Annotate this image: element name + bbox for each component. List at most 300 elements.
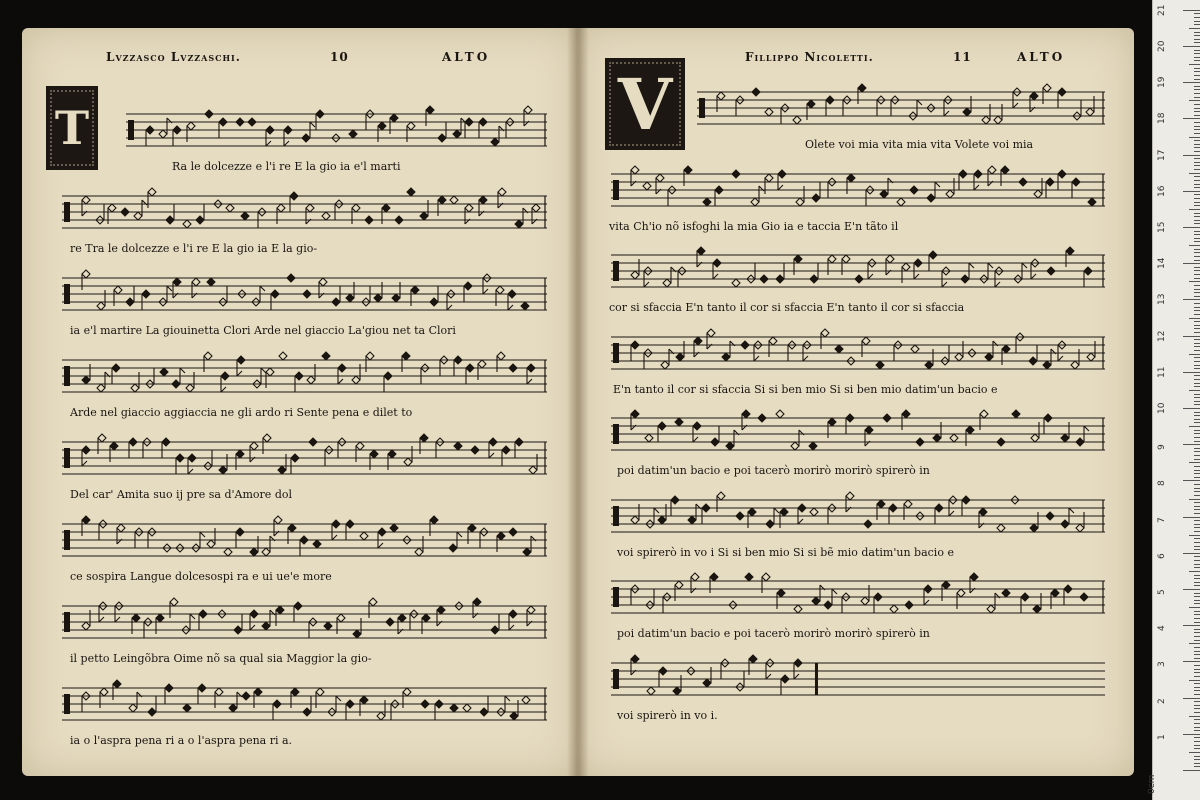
note-mark <box>117 524 125 544</box>
note-mark <box>403 688 411 708</box>
ruler-tick <box>1183 480 1200 481</box>
note-mark <box>306 204 314 224</box>
note-mark <box>253 368 266 388</box>
note-mark <box>374 282 382 302</box>
ruler-tick <box>1194 712 1200 713</box>
note-mark <box>236 118 244 126</box>
ruler-tick <box>1194 314 1200 315</box>
ruler-tick <box>1194 708 1200 709</box>
note-mark <box>673 675 681 695</box>
ruler-tick <box>1189 716 1200 717</box>
music-system <box>62 510 547 570</box>
lyric-line: Olete voi mia vita mia vita Volete voi mia <box>805 138 1034 151</box>
note-mark <box>647 687 655 695</box>
note-mark <box>803 341 811 361</box>
note-mark <box>183 220 191 228</box>
ruler-tick <box>1194 737 1200 738</box>
ruler-number: 8 <box>1157 480 1167 487</box>
ruler-tick <box>1194 386 1200 387</box>
note-mark <box>464 282 472 302</box>
note-mark <box>631 410 639 430</box>
ruler-number: 9 <box>1157 444 1167 451</box>
note-mark <box>736 512 744 520</box>
ruler-tick <box>1194 339 1200 340</box>
note-mark <box>266 368 274 388</box>
note-mark <box>496 286 504 306</box>
ruler-tick <box>1194 441 1200 442</box>
note-mark <box>313 540 321 548</box>
ruler-number: 17 <box>1157 149 1167 161</box>
music-staff <box>126 100 547 160</box>
ruler-tick <box>1194 546 1200 547</box>
ruler-tick <box>1194 488 1200 489</box>
music-staff <box>62 592 547 652</box>
note-mark <box>497 532 505 552</box>
ruler-tick <box>1194 234 1200 235</box>
ruler-tick <box>1194 325 1200 326</box>
ruler-tick <box>1194 238 1200 239</box>
note-mark <box>288 524 296 544</box>
note-mark <box>346 700 354 720</box>
music-system <box>611 241 1105 301</box>
note-mark <box>1030 512 1038 532</box>
ruler-tick <box>1183 118 1200 119</box>
note-mark <box>732 279 740 287</box>
ruler-tick <box>1194 256 1200 257</box>
note-mark <box>186 372 194 392</box>
note-mark <box>309 438 317 446</box>
note-mark <box>515 208 528 228</box>
ruler-tick <box>1189 426 1200 427</box>
note-mark <box>271 290 279 310</box>
note-mark <box>693 422 701 442</box>
note-mark <box>254 688 262 708</box>
ruler-tick <box>1194 89 1200 90</box>
ruler-tick <box>1189 281 1200 282</box>
note-mark <box>129 438 137 458</box>
note-mark <box>762 573 770 593</box>
ruler-tick <box>1194 332 1200 333</box>
note-mark <box>646 589 654 609</box>
note-mark <box>1047 267 1055 275</box>
note-mark <box>794 255 802 275</box>
note-mark <box>450 196 458 204</box>
ruler-number: 2 <box>1157 697 1167 704</box>
ruler-tick <box>1194 538 1200 539</box>
note-mark <box>694 337 702 357</box>
note-mark <box>316 110 324 130</box>
note-mark <box>828 178 836 198</box>
note-mark <box>188 454 196 474</box>
note-mark <box>479 118 487 138</box>
ruler-tick <box>1189 499 1200 500</box>
note-mark <box>450 704 458 712</box>
note-mark <box>426 106 434 126</box>
clef-mark <box>64 448 70 468</box>
note-mark <box>1058 341 1066 361</box>
initial-letter: V <box>617 62 673 146</box>
note-mark <box>134 200 147 220</box>
note-mark <box>229 692 242 712</box>
ruler-tick <box>1194 252 1200 253</box>
note-mark <box>404 446 412 466</box>
ruler-tick <box>1183 661 1200 662</box>
note-mark <box>219 286 227 306</box>
note-mark <box>631 341 639 361</box>
note-mark <box>407 188 415 196</box>
book-spread <box>22 28 1134 776</box>
ruler-tick <box>1194 632 1200 633</box>
note-mark <box>1002 345 1010 365</box>
measuring-ruler <box>1147 0 1200 800</box>
note-mark <box>835 345 843 353</box>
music-staff <box>62 182 547 242</box>
ruler-tick <box>1194 669 1200 670</box>
ruler-tick <box>1194 412 1200 413</box>
note-mark <box>684 166 692 186</box>
ruler-number: 15 <box>1157 221 1167 233</box>
ruler-number: 5 <box>1157 589 1167 595</box>
note-mark <box>997 524 1005 532</box>
note-mark <box>192 532 205 552</box>
note-mark <box>353 618 361 638</box>
note-mark <box>113 680 121 700</box>
note-mark <box>438 122 446 142</box>
note-mark <box>82 364 90 384</box>
note-mark <box>927 182 940 202</box>
note-mark <box>478 360 486 380</box>
clef-mark <box>64 612 70 632</box>
note-mark <box>241 212 249 220</box>
note-mark <box>781 675 789 695</box>
note-mark <box>1046 178 1054 198</box>
ruler-tick <box>1194 694 1200 695</box>
music-staff <box>611 567 1105 627</box>
note-mark <box>942 267 950 287</box>
note-mark <box>146 126 154 146</box>
ruler-tick <box>1194 549 1200 550</box>
ruler-tick <box>1194 278 1200 279</box>
note-mark <box>224 548 232 556</box>
clef-mark <box>613 261 619 281</box>
note-mark <box>463 704 471 712</box>
note-mark <box>144 618 152 638</box>
note-mark <box>1031 422 1039 442</box>
music-staff <box>697 78 1105 138</box>
ruler-tick <box>1194 748 1200 749</box>
lyric-line: Del car' Amita suo ij pre sa d'Amore dol <box>70 488 292 501</box>
ruler-tick <box>1194 448 1200 449</box>
note-mark <box>454 356 462 376</box>
ruler-tick <box>1194 223 1200 224</box>
note-mark <box>148 696 156 716</box>
note-mark <box>198 684 206 704</box>
note-mark <box>204 352 212 372</box>
note-mark <box>702 504 710 524</box>
left-page <box>22 28 577 776</box>
note-mark <box>843 96 851 116</box>
note-mark <box>196 204 204 224</box>
ruler-number: 7 <box>1157 516 1167 523</box>
music-system <box>62 592 547 652</box>
note-mark <box>287 274 295 282</box>
note-mark <box>242 692 250 700</box>
note-mark <box>1087 341 1095 361</box>
note-mark <box>742 410 750 430</box>
ruler-tick <box>1194 86 1200 87</box>
ruler-tick <box>1194 241 1200 242</box>
note-mark <box>132 614 140 634</box>
note-mark <box>678 267 686 287</box>
note-mark <box>1076 426 1089 446</box>
ruler-tick <box>1194 404 1200 405</box>
music-staff <box>62 428 547 488</box>
note-mark <box>707 329 715 349</box>
note-mark <box>864 520 872 528</box>
note-mark <box>874 593 882 613</box>
note-mark <box>388 450 396 470</box>
note-mark <box>754 341 762 361</box>
note-mark <box>420 434 428 454</box>
music-staff <box>611 160 1105 220</box>
ruler-tick <box>1194 567 1200 568</box>
left-voice-name: ALTO <box>442 50 491 64</box>
note-mark <box>250 442 258 462</box>
note-mark <box>944 96 952 116</box>
note-mark <box>1046 512 1054 520</box>
note-mark <box>842 255 850 275</box>
note-mark <box>115 602 123 622</box>
note-mark <box>192 278 200 298</box>
note-mark <box>453 118 466 138</box>
music-system <box>611 486 1105 546</box>
note-mark <box>1031 259 1039 279</box>
note-mark <box>99 602 107 622</box>
clef-mark <box>128 120 134 140</box>
ruler-tick <box>1183 46 1200 47</box>
note-mark <box>793 116 801 124</box>
ruler-tick <box>1194 368 1200 369</box>
note-mark <box>644 267 652 287</box>
note-mark <box>82 446 90 466</box>
note-mark <box>821 329 829 349</box>
lyric-line: vita Ch'io nõ isfoghi la mia Gio ia e taccia E'n tãto il <box>609 219 899 233</box>
note-mark <box>966 426 974 446</box>
note-mark <box>631 259 639 279</box>
note-mark <box>659 667 667 687</box>
ruler-tick <box>1194 422 1200 423</box>
note-mark <box>1043 349 1056 369</box>
note-mark <box>890 605 898 613</box>
note-mark <box>252 286 265 306</box>
note-mark <box>362 286 370 306</box>
ruler-tick <box>1194 216 1200 217</box>
note-mark <box>891 96 899 116</box>
note-mark <box>749 655 757 675</box>
note-mark <box>644 349 652 369</box>
ruler-tick <box>1189 680 1200 681</box>
note-mark <box>722 341 735 361</box>
note-mark <box>935 504 943 524</box>
ruler-tick <box>1194 39 1200 40</box>
note-mark <box>1014 263 1027 283</box>
note-mark <box>332 520 340 540</box>
ruler-tick <box>1183 698 1200 699</box>
note-mark <box>736 96 744 116</box>
ruler-tick <box>1183 82 1200 83</box>
note-mark <box>97 372 110 392</box>
note-mark <box>430 516 438 536</box>
note-mark <box>112 364 120 384</box>
note-mark <box>303 290 311 298</box>
note-mark <box>415 536 423 556</box>
ruler-tick <box>1194 611 1200 612</box>
note-mark <box>950 434 958 442</box>
music-staff <box>62 674 547 734</box>
ruler-tick <box>1194 151 1200 152</box>
note-mark <box>346 520 354 540</box>
ruler-tick <box>1194 35 1200 36</box>
note-mark <box>916 438 924 446</box>
note-mark <box>480 528 488 548</box>
note-mark <box>498 188 506 208</box>
ruler-tick <box>1194 433 1200 434</box>
note-mark <box>291 454 299 474</box>
ruler-tick <box>1194 205 1200 206</box>
note-mark <box>980 410 988 430</box>
note-mark <box>894 341 902 361</box>
note-mark <box>997 438 1005 446</box>
note-mark <box>766 508 779 528</box>
music-staff <box>611 404 1105 464</box>
note-mark <box>924 585 932 605</box>
ruler-tick <box>1194 32 1200 33</box>
note-mark <box>207 528 215 548</box>
note-mark <box>904 500 912 520</box>
ruler-tick <box>1194 144 1200 145</box>
right-running-head <box>745 50 1105 68</box>
note-mark <box>365 216 373 224</box>
ruler-tick <box>1183 408 1200 409</box>
note-mark <box>886 255 894 275</box>
decorated-initial-V <box>605 58 685 150</box>
ruler-tick <box>1183 336 1200 337</box>
ruler-tick <box>1194 672 1200 673</box>
ruler-tick <box>1194 375 1200 376</box>
right-voice-name: ALTO <box>1017 50 1066 64</box>
ruler-tick <box>1194 357 1200 358</box>
note-mark <box>421 700 429 708</box>
note-mark <box>170 598 178 618</box>
note-mark <box>129 692 142 712</box>
ruler-number: 18 <box>1157 112 1167 125</box>
note-mark <box>465 118 473 138</box>
note-mark <box>473 598 481 618</box>
lyric-line: il petto Leingõbra Oime nõ sa qual sia Maggior la gio- <box>70 652 372 665</box>
note-mark <box>159 286 172 306</box>
clef-mark <box>64 202 70 222</box>
note-mark <box>765 174 773 194</box>
note-mark <box>360 532 368 540</box>
note-mark <box>421 364 429 384</box>
ruler-tick <box>1194 270 1200 271</box>
note-mark <box>82 610 90 630</box>
note-mark <box>126 286 134 306</box>
ruler-tick <box>1194 759 1200 760</box>
ruler-tick <box>1194 68 1200 69</box>
lyric-line: ia e'l martire La giouinetta Clori Arde nel giaccio La'giou net ta Clori <box>70 324 456 337</box>
note-mark <box>82 270 90 290</box>
ruler-tick <box>1194 596 1200 597</box>
note-mark <box>328 696 341 716</box>
ruler-tick <box>1194 57 1200 58</box>
note-mark <box>466 364 474 384</box>
ruler-tick <box>1194 379 1200 380</box>
ruler-tick <box>1194 459 1200 460</box>
ruler-tick <box>1194 122 1200 123</box>
note-mark <box>392 282 400 302</box>
lyric-line: ce sospira Langue dolcesospi ra e ui ue'e more <box>70 570 332 583</box>
ruler-tick <box>1194 491 1200 492</box>
note-mark <box>114 286 122 306</box>
note-mark <box>897 198 905 206</box>
right-composer-name: Fillippo Nicoletti. <box>745 50 874 64</box>
note-mark <box>319 278 327 298</box>
ruler-number: 3 <box>1157 661 1167 668</box>
note-mark <box>266 126 274 146</box>
note-mark <box>430 286 438 306</box>
note-mark <box>97 290 105 310</box>
note-mark <box>407 122 415 142</box>
ruler-tick <box>1194 593 1200 594</box>
ruler-tick <box>1194 328 1200 329</box>
note-mark <box>172 368 185 388</box>
note-mark <box>778 170 786 190</box>
note-mark <box>497 352 505 372</box>
note-mark <box>386 618 394 626</box>
note-mark <box>794 659 802 679</box>
note-mark <box>98 434 106 454</box>
ruler-tick <box>1189 64 1200 65</box>
music-staff <box>62 346 547 406</box>
ruler-tick <box>1194 158 1200 159</box>
note-mark <box>236 528 244 548</box>
clef-mark <box>64 694 70 714</box>
note-mark <box>1021 593 1029 613</box>
note-mark <box>745 573 753 581</box>
ruler-tick <box>1183 553 1200 554</box>
ruler-tick <box>1194 766 1200 767</box>
ruler-tick <box>1194 560 1200 561</box>
note-mark <box>183 704 191 712</box>
note-mark <box>959 170 967 190</box>
ruler-tick <box>1183 517 1200 518</box>
note-mark <box>910 186 918 194</box>
ruler-number: 6 <box>1157 553 1167 559</box>
ruler-tick <box>1194 745 1200 746</box>
note-mark <box>382 204 390 224</box>
ruler-tick <box>1194 346 1200 347</box>
note-mark <box>263 434 271 454</box>
music-system <box>611 649 1105 709</box>
note-mark <box>1073 100 1081 120</box>
note-mark <box>384 372 392 392</box>
note-mark <box>121 208 129 216</box>
note-mark <box>726 430 739 450</box>
ruler-tick <box>1194 180 1200 181</box>
note-mark <box>933 422 941 442</box>
note-mark <box>402 352 410 372</box>
